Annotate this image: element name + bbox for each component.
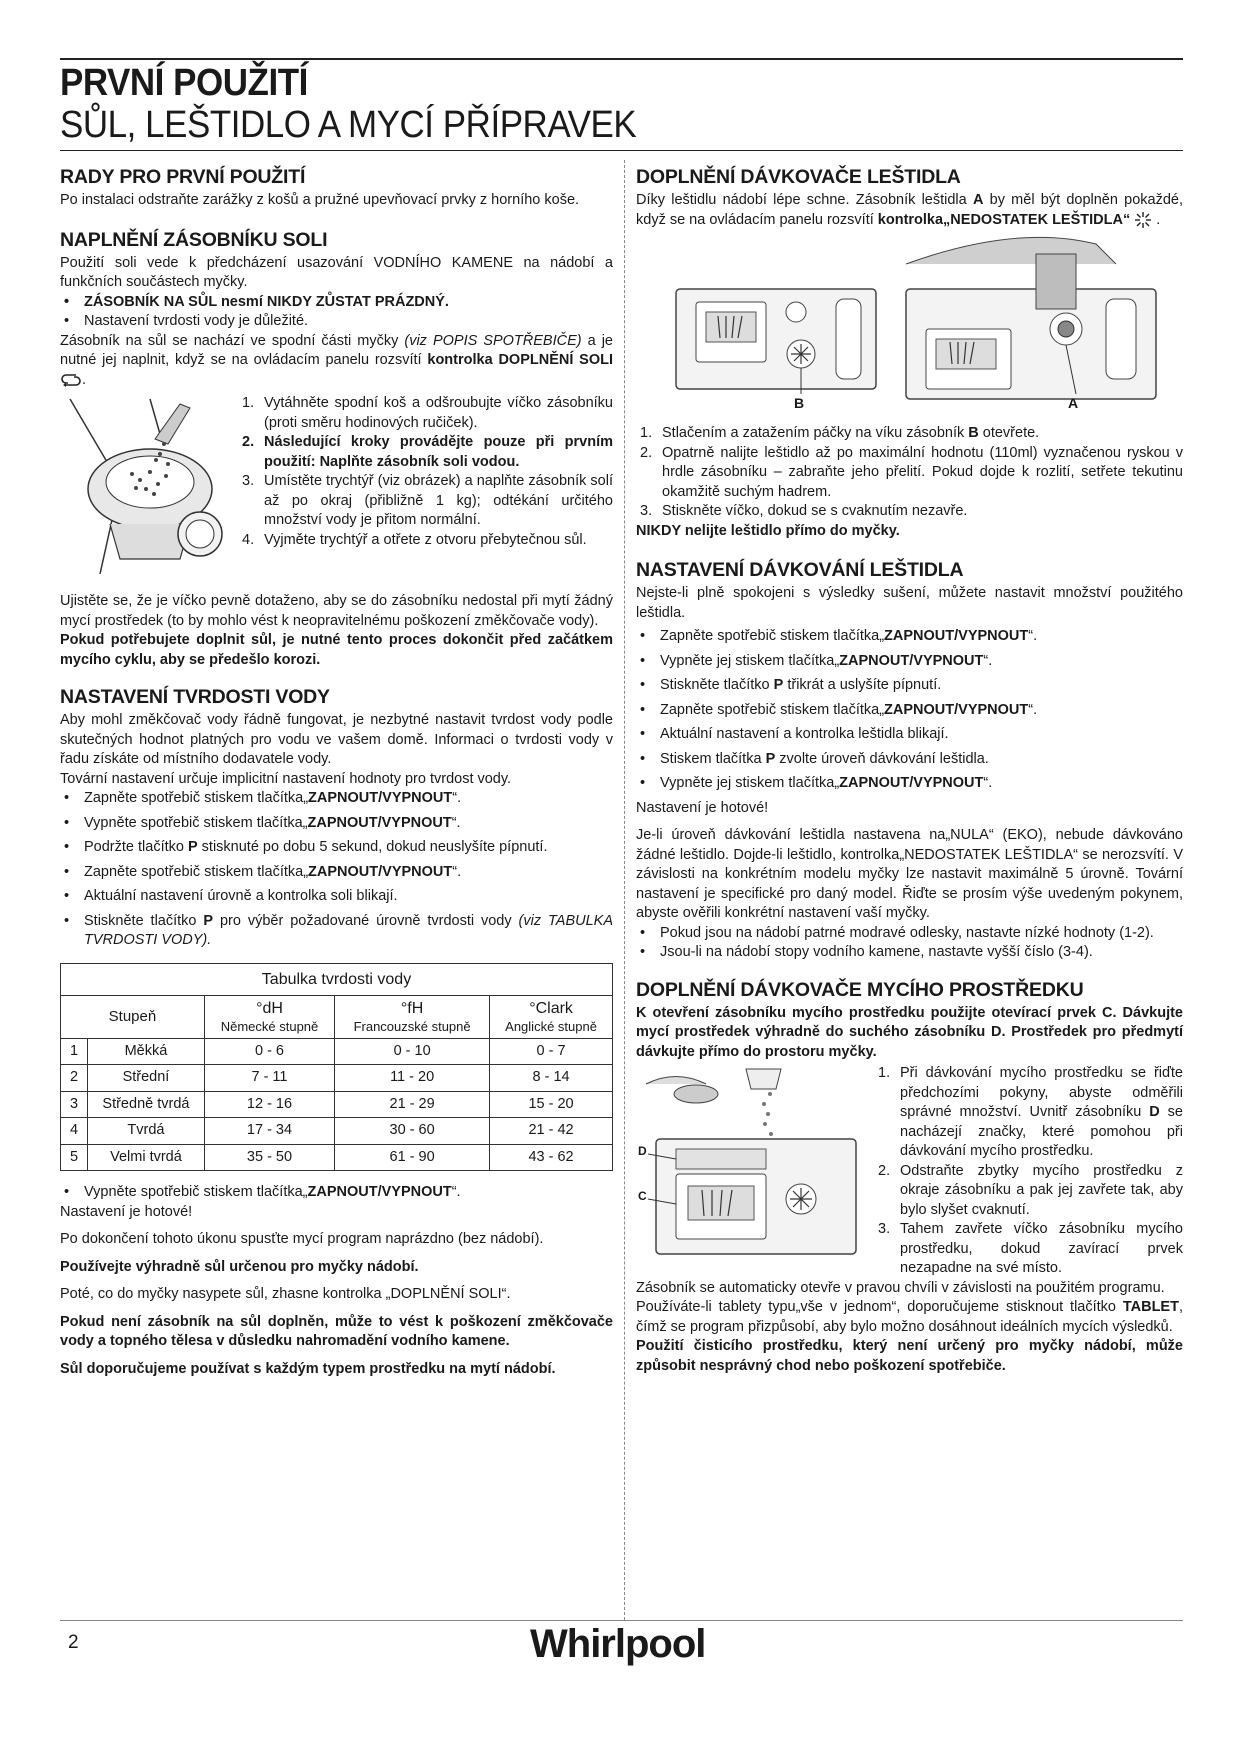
salt-funnel-illustration [60, 394, 230, 584]
list-item: • Zapněte spotřebič stiskem tlačítka„ZAPNOUT/VYPNOUT“. [636, 627, 1183, 647]
whirlpool-logo: Whirlpool [530, 1622, 706, 1666]
paragraph: Nastavení je hotové! [636, 799, 769, 816]
top-rule [60, 58, 1183, 60]
list-item: 1. Stlačením a zatažením páčky na víku zásobník B otevřete. [640, 425, 1040, 441]
footer-rule [60, 1620, 1183, 1621]
section-title-rinse-dosage: NASTAVENÍ DÁVKOVÁNÍ LEŠTIDLA [636, 559, 964, 581]
rinse-dosage-bullets [636, 627, 1183, 794]
page-number: 2 [68, 1632, 79, 1653]
list-item: • Nastavení tvrdosti vody je důležité. [60, 312, 613, 332]
table-header: Stupeň [61, 996, 205, 1039]
list-item: 3. Tahem zavřete víčko zásobníku mycího prostředku, dokud zavírací prvek nezapadne na své místo. [878, 1221, 1183, 1276]
list-item: 2. Následující kroky provádějte pouze při prvním použití: Naplňte zásobník soli vodou. [242, 434, 613, 470]
table-row: 5 Velmi tvrdá 35 - 50 61 - 90 43 - 62 [61, 1144, 613, 1171]
page-title: PRVNÍ POUŽITÍ [60, 62, 308, 104]
paragraph: Použití soli vede k předcházení usazování VODNÍHO KAMENE na nádobí a funkčních součástech myčky. [60, 254, 613, 290]
list-item: 1. Vytáhněte spodní koš a odšroubujte víčko zásobníku (proti směru hodinových ručiček). [242, 395, 613, 431]
paragraph: Aby mohl změkčovač vody řádně fungovat, je nezbytné nastavit tvrdost vody podle skutečných hodnot platných pro vodu ve vašem domě. Informaci o tvrdosti vody v řadu získáte od místního dodavatele vody. [60, 712, 613, 767]
detergent-dispenser-illustration [636, 1064, 866, 1274]
list-item: • ZÁSOBNÍK NA SŮL nesmí NIKDY ZŮSTAT PRÁZDNÝ. [60, 293, 613, 313]
list-item: • Zapněte spotřebič stiskem tlačítka„ZAPNOUT/VYPNOUT“. [636, 701, 1183, 721]
paragraph: Pokud není zásobník na sůl doplněn, může to vést k poškození změkčovače vody a topného tělesa v důsledku nahromadění vodního kamene. [60, 1313, 613, 1349]
paragraph: Zásobník se automaticky otevře v pravou chvíli v závislosti na použitém programu. [636, 1279, 1165, 1296]
paragraph: Poté, co do myčky nasypete sůl, zhasne kontrolka „DOPLNĚNÍ SOLI“. [60, 1286, 511, 1302]
list-item: 4. Vyjměte trychtýř a otřete z otvoru přebytečnou sůl. [242, 531, 587, 548]
section-title-hardness: NASTAVENÍ TVRDOSTI VODY [60, 686, 330, 708]
list-item: • Vypněte jej stiskem tlačítka„ZAPNOUT/VYPNOUT“. [636, 774, 1183, 794]
paragraph: K otevření zásobníku mycího prostředku použijte otevírací prvek C. Dávkujte mycí prostředek výhradně do suchého zásobníku D. Prostředek pro předmytí dávkujte přímo do prostoru myčky. [636, 1004, 1183, 1060]
section-title-first-use: RADY PRO PRVNÍ POUŽITÍ [60, 166, 306, 188]
list-item: • Zapněte spotřebič stiskem tlačítka„ZAPNOUT/VYPNOUT“. [60, 789, 613, 809]
paragraph: Použití čisticího prostředku, který není určený pro myčky nádobí, může způsobit nesprávný chod nebo poškození spotřebiče. [636, 1338, 1183, 1374]
paragraph: NIKDY nelijte leštidlo přímo do myčky. [636, 522, 900, 539]
after-table-bullets [60, 1183, 613, 1203]
paragraph: Používáte-li tablety typu„vše v jednom“, doporučujeme stisknout tlačítko TABLET, čímž se program přizpůsobí, aby bylo možno dosáhnout ideálních mycích výsledků. [636, 1299, 1183, 1335]
section-title-rinse-aid: DOPLNĚNÍ DÁVKOVAČE LEŠTIDLA [636, 166, 961, 188]
figure-label-b: B [794, 395, 805, 411]
figure-label-c: C [638, 1189, 647, 1203]
title-rule [60, 150, 1183, 151]
rinse-aid-dispenser-illustration [636, 234, 1183, 424]
list-item: 3. Stiskněte víčko, dokud se s cvaknutím nezavře. [640, 503, 968, 519]
table-header: °fH Francouzské stupně [335, 996, 490, 1039]
table-row: 2 Střední 7 - 11 11 - 20 8 - 14 [61, 1065, 613, 1092]
left-column [60, 160, 613, 1379]
hardness-bullets [60, 789, 613, 951]
list-item: • Aktuální nastavení a kontrolka leštidla blikají. [636, 725, 1183, 745]
list-item: 2. Opatrně nalijte leštidlo až po maximální hodnotu (110ml) vyznačenou ryskou v hrdle zásobníku – zabraňte jeho přelití. Pokud dojde k rozlití, setřete tekutinu okamžitě suchým hadrem. [640, 444, 1183, 500]
list-item: • Podržte tlačítko P stisknuté po dobu 5 sekund, dokud neuslyšíte pípnutí. [60, 838, 613, 858]
paragraph: Nastavení je hotové! [60, 1203, 193, 1220]
list-item: • Pokud jsou na nádobí patrné modravé odlesky, nastavte nízké hodnoty (1-2). [636, 924, 1183, 944]
list-item: • Aktuální nastavení úrovně a kontrolka soli blikají. [60, 887, 613, 907]
list-item: 1. Při dávkování mycího prostředku se řiďte předchozími pokyny, abyste odměřili správné množství. Uvnitř zásobníku D se nacházejí značky, které pomohou při dávkování mycího prostředku. [878, 1065, 1183, 1159]
paragraph: Po dokončení tohoto úkonu spusťte mycí program naprázdno (bez nádobí). [60, 1231, 544, 1247]
rinse-aid-steps [636, 424, 1183, 522]
section-title-detergent: DOPLNĚNÍ DÁVKOVAČE MYCÍHO PROSTŘEDKU [636, 978, 1084, 1001]
paragraph: Ujistěte se, že je víčko pevně dotaženo, aby se do zásobníku nedostal při mytí žádný mycí prostředek (to by mohlo vést k neopravitelnému poškození změkčovače vody). [60, 593, 613, 629]
paragraph: Díky leštidlu nádobí lépe schne. Zásobník leštidla A by měl být doplněn pokaždé, když se na ovládacím panelu rozsvítí kontrolka„NEDOSTATEK LEŠTIDLA“ . [636, 192, 1183, 228]
table-row: 1 Měkká 0 - 6 0 - 10 0 - 7 [61, 1038, 613, 1065]
salt-steps [238, 394, 613, 550]
paragraph: Tovární nastavení určuje implicitní nastavení hodnoty pro tvrdost vody. [60, 770, 512, 787]
section-title-salt: NAPLNĚNÍ ZÁSOBNÍKU SOLI [60, 228, 328, 251]
list-item: • Vypněte spotřebič stiskem tlačítka„ZAPNOUT/VYPNOUT“. [60, 814, 613, 834]
list-item: • Vypněte jej stiskem tlačítka„ZAPNOUT/VYPNOUT“. [636, 652, 1183, 672]
paragraph: Zásobník na sůl se nachází ve spodní části myčky (viz POPIS SPOTŘEBIČE) a je nutné jej naplnit, když se na ovládacím panelu rozsvítí kontrolka DOPLNĚNÍ SOLI . [60, 332, 613, 388]
rinse-tip-bullets [636, 924, 1183, 963]
table-header: °dH Německé stupně [204, 996, 334, 1039]
table-caption: Tabulka tvrdosti vody [61, 963, 613, 996]
water-hardness-table [60, 963, 613, 1172]
column-divider [624, 160, 626, 1620]
table-row: 4 Tvrdá 17 - 34 30 - 60 21 - 42 [61, 1118, 613, 1145]
figure-label-d: D [638, 1144, 647, 1158]
salt-indicator-icon [60, 372, 82, 388]
list-item: • Vypněte spotřebič stiskem tlačítka„ZAPNOUT/VYPNOUT“. [60, 1183, 613, 1203]
list-item: 2. Odstraňte zbytky mycího prostředku z okraje zásobníku a pak jej zavřete tak, aby bylo slyšet cvaknutí. [878, 1162, 1183, 1218]
list-item: • Stiskem tlačítka P zvolte úroveň dávkování leštidla. [636, 750, 1183, 770]
detergent-steps [874, 1064, 1183, 1279]
paragraph: Je-li úroveň dávkování leštidla nastavena na„NULA“ (EKO), nebude dávkováno žádné leštidlo. Dojde-li leštidlo, kontrolka„NEDOSTATEK LEŠTIDLA“ se nerozsvítí. V závislosti na konkrétním modelu myčky lze nastavit maximálně 5 úrovně. Tovární nastavení je specifické pro daný model. Řiďte se prosím výše uvedeným pokynem, abyste ověřili konkrétní nastavení vaší myčky. [636, 827, 1183, 921]
figure-label-a: A [1068, 395, 1079, 411]
list-item: • Stiskněte tlačítko P pro výběr požadované úrovně tvrdosti vody (viz TABULKA TVRDOSTI VODY). [60, 912, 613, 951]
list-item: • Stiskněte tlačítko P třikrát a uslyšíte pípnutí. [636, 676, 1183, 696]
paragraph: Pokud potřebujete doplnit sůl, je nutné tento proces dokončit před začátkem mycího cyklu, aby se předešlo korozi. [60, 632, 613, 668]
rinse-aid-indicator-icon [1134, 211, 1152, 229]
paragraph: Po instalaci odstraňte zarážky z košů a pružné upevňovací prvky z horního koše. [60, 192, 580, 208]
table-header: °Clark Anglické stupně [490, 996, 613, 1039]
list-item: • Jsou-li na nádobí stopy vodního kamene, nastavte vyšší číslo (3-4). [636, 943, 1183, 963]
paragraph: Sůl doporučujeme používat s každým typem prostředku na mytí nádobí. [60, 1360, 556, 1377]
page-subtitle: SŮL, LEŠTIDLO A MYCÍ PŘÍPRAVEK [60, 104, 637, 146]
right-column [636, 160, 1183, 1376]
paragraph: Nejste-li plně spokojeni s výsledky sušení, můžete nastavit množství použitého leštidla. [636, 585, 1183, 621]
paragraph: Používejte výhradně sůl určenou pro myčky nádobí. [60, 1258, 419, 1275]
page-header [60, 62, 1183, 146]
list-item: 3. Umístěte trychtýř (viz obrázek) a naplňte zásobník solí až po okraj (přibližně 1 kg); odtékání určitého množství vody je přitom normální. [242, 473, 613, 528]
salt-bullets [60, 293, 613, 332]
table-row: 3 Středně tvrdá 12 - 16 21 - 29 15 - 20 [61, 1091, 613, 1118]
list-item: • Zapněte spotřebič stiskem tlačítka„ZAPNOUT/VYPNOUT“. [60, 863, 613, 883]
